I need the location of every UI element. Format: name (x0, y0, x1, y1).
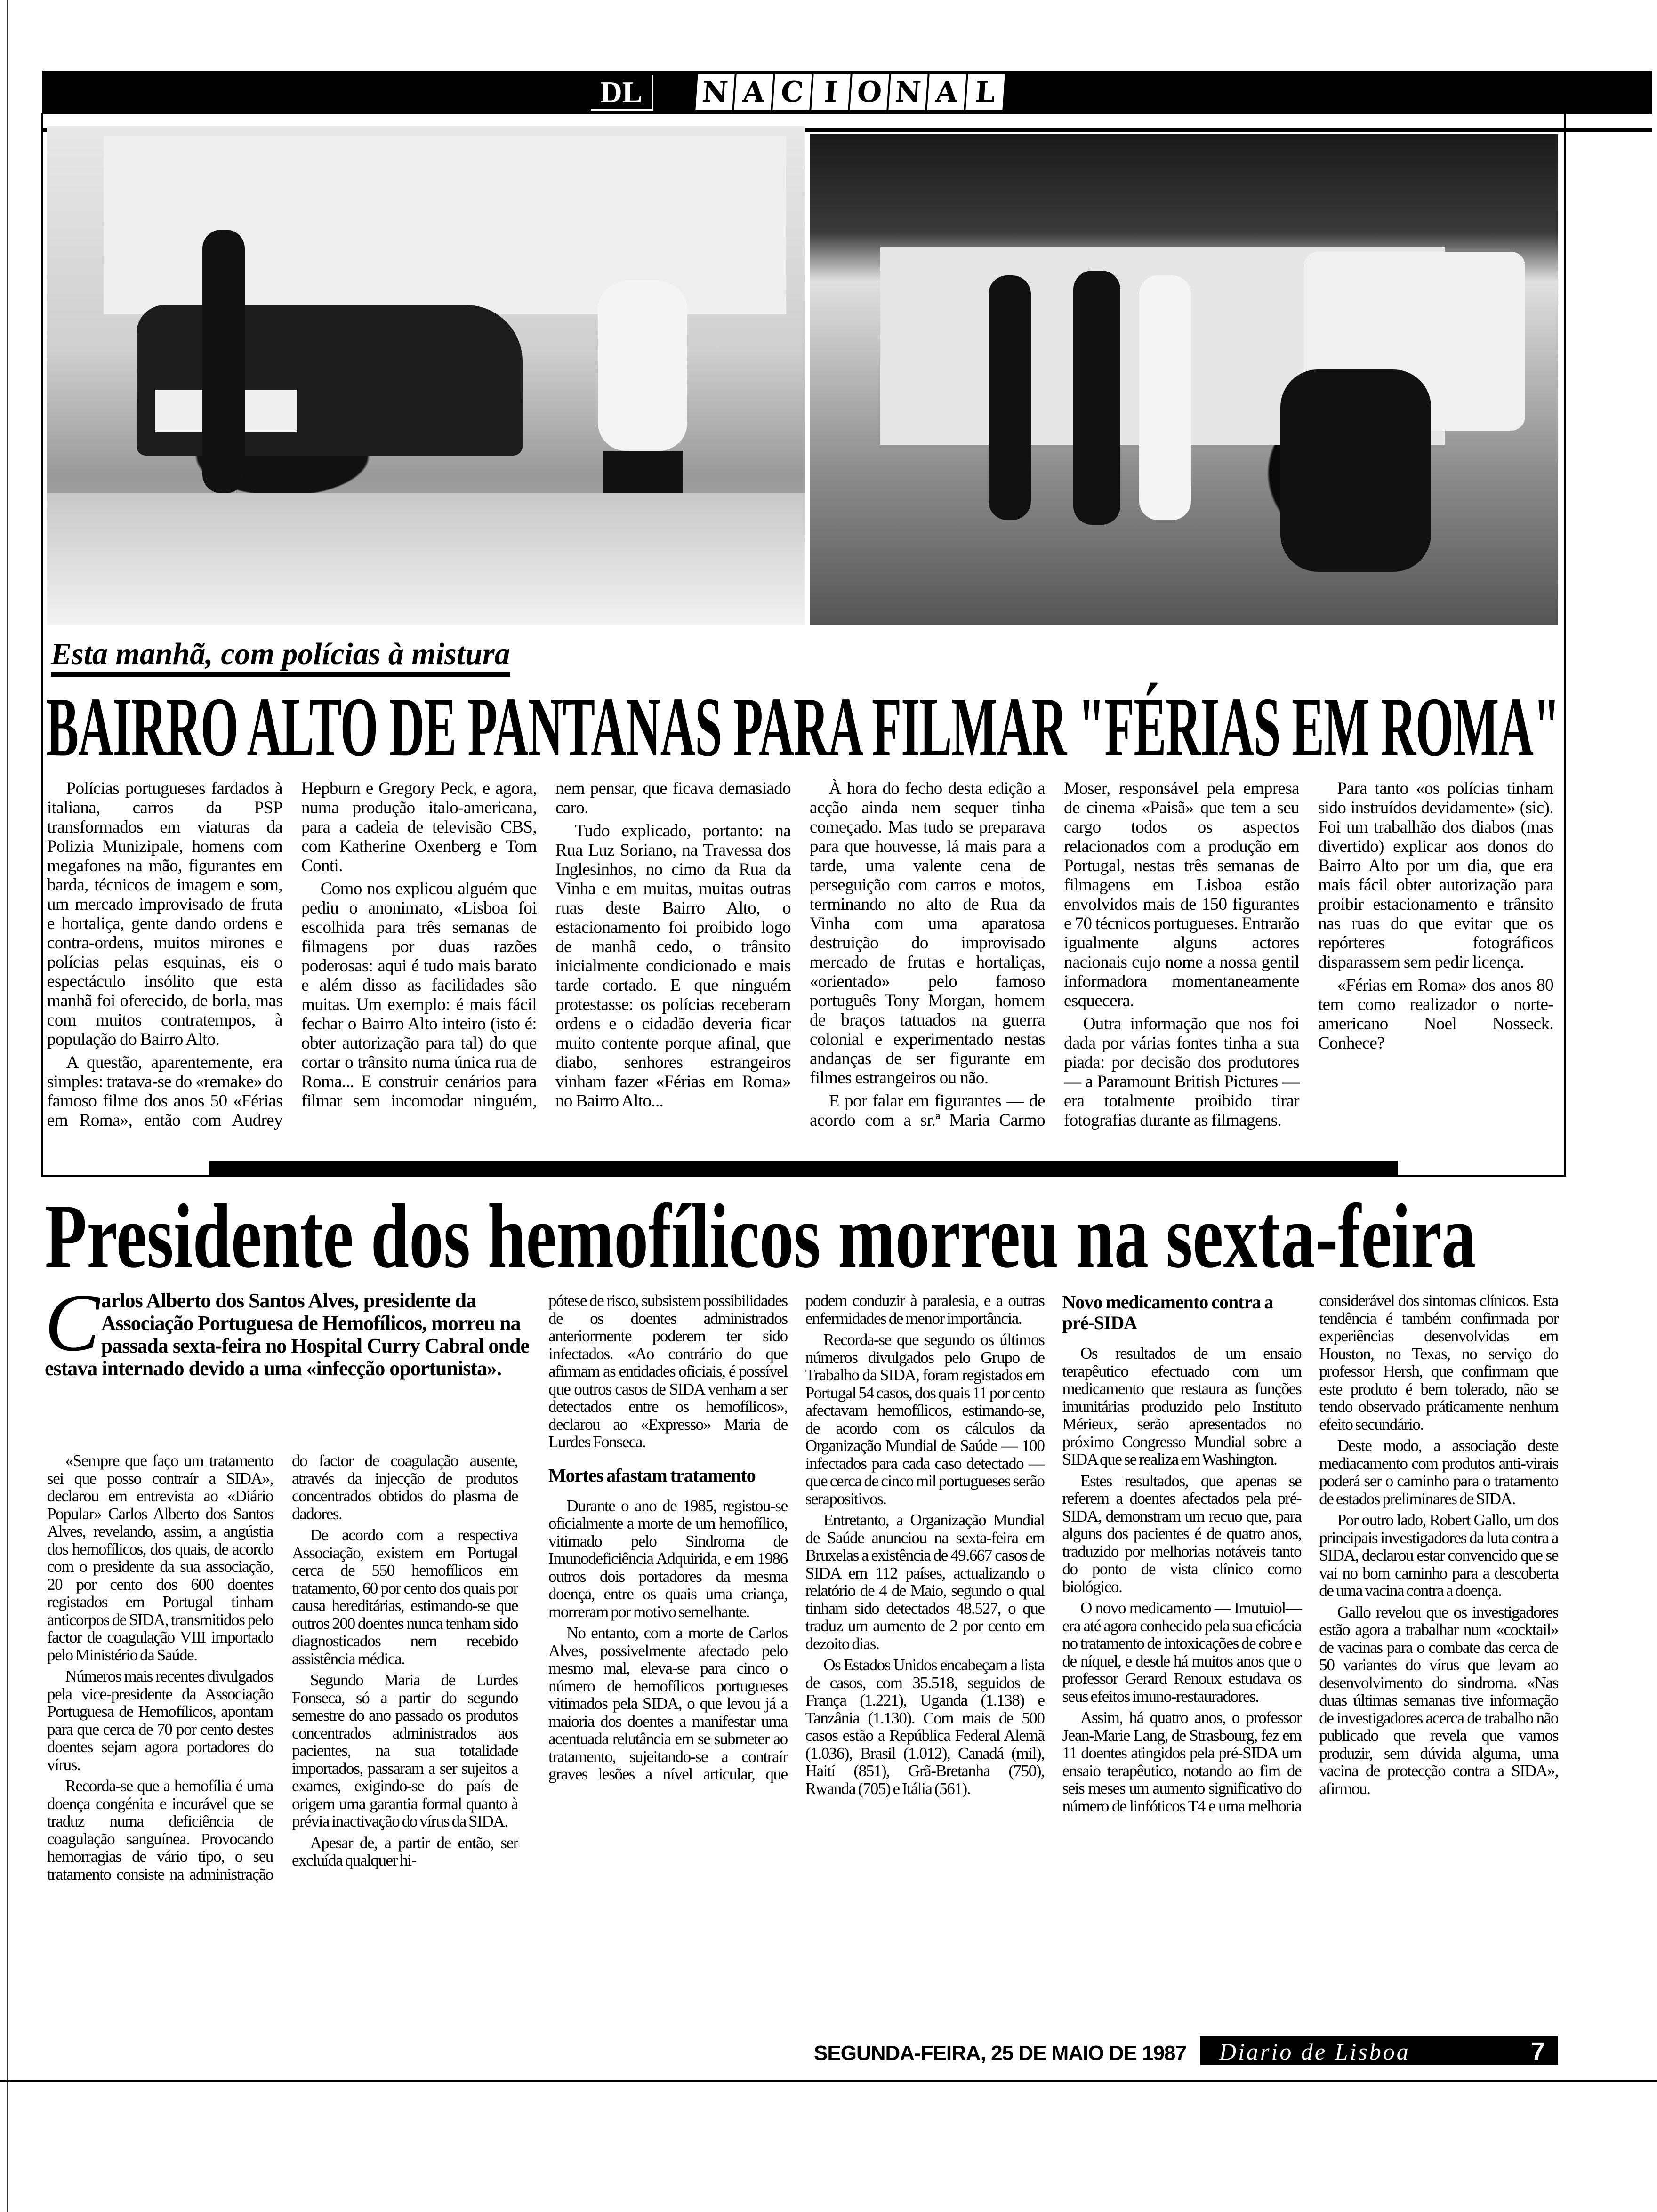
subheading: Novo medicamento contra a pré-SIDA (1062, 1291, 1273, 1333)
article-body-left-columns (47, 1452, 518, 1883)
paragraph: Os resultados de um ensaio terapêutico efectuado com um medicamento que restaura as funções imunitárias produzido pelo Instituto Mérieux, serão apresentados no próximo Congresso Mundial sobre a SIDA que se realiza em Washington. (1062, 1344, 1302, 1468)
issue-date: SEGUNDA-FEIRA, 25 DE MAIO DE 1987 (814, 2042, 1186, 2065)
section-letter-box: N (888, 74, 927, 110)
paragraph: A questão, aparentemente, era simples: tratava-se do «remake» do famoso filme dos anos 50 «Férias em Roma», então com Audrey Hepburn e Gregory Peck, e agora, numa produção italo-americana, para a cadeia de televisão CBS, com Katherine Oxenberg e Tom Conti. (47, 779, 537, 1130)
paragraph: Estes resultados, que apenas se referem a doentes afectados pela pré-SIDA, demonstram um recuo que, para alguns dos pacientes é de quatro anos, traduzido por melhorias notáveis tanto do ponto de vista clínico como biológico. (1062, 1471, 1302, 1596)
article-frame-bottom (41, 1175, 1566, 1177)
headline-text: BAIRRO ALTO DE PANTANAS PARA FILMAR "FÉRIAS EM ROMA" (46, 680, 1560, 774)
article-headline-hemofilicos (45, 1186, 1476, 1287)
article-body-right-columns (548, 1292, 1558, 1815)
section-letter-box: A (734, 74, 773, 110)
paragraph: À hora do fecho desta edição a acção ainda nem sequer tinha começado. Mas tudo se preparava para que houvesse, lá mais para a tarde, uma valente cena de perseguição com carros e motos, terminando no alto de Rua da Vinha com uma aparatosa destruição do improvisado mercado de frutas e hortaliças, «orientado» pelo famoso português Tony Morgan, homem de braços tatuados na guerra colonial e experimentado nestas andanças de ser figurante em filmes estrangeiros ou não. (810, 779, 1045, 1088)
article-frame-right (1564, 113, 1566, 1177)
paragraph: Polícias portugueses fardados à italiana, carros da PSP transformados em viaturas da Polizia Munizipale, homens com megafones na mão, figurantes em barda, técnicos de imagem e som, um mercado improvisado de fruta e hortaliça, gente dando ordens e contra-ordens, muitos mirones e polícias pelas esquinas, eis o espectáculo insólito que esta manhã foi oferecido, de borla, mas com muitos contratempos, à população do Bairro Alto. (47, 779, 282, 1049)
lede-text: arlos Alberto dos Santos Alves, presidente da Associação Portuguesa de Hemofílicos, morreu na passada sexta-feira no Hospital Curry Cabral onde estava internado devido a uma «infecção oportunista». (45, 1289, 529, 1380)
article-headline-ferias-em-roma (46, 680, 1560, 774)
section-letter-box: I (811, 74, 850, 110)
paragraph: Gallo revelou que os investigadores estão agora a trabalhar num «cocktail» de vacinas para o combate das cerca de 50 variantes do vírus que levam ao desenvolvimento do sindroma. «Nas duas últimas semanas tive informação de investigadores acerca de trabalho não publicado que revela que vamos produzir, sem dúvida alguma, uma vacina de protecção contra a SIDA», afirmou. (1319, 1603, 1558, 1798)
paragraph: E por falar em figurantes — de acordo com a sr.ª Maria Carmo Moser, responsável pela empresa de cinema «Paisã» que tem a seu cargo todos os aspectos relacionados com a produção em Portugal, nestas três semanas de filmagens em Lisboa estão envolvidos mais de 150 figurantes e 70 técnicos portugueses. Entrarão igualmente alguns actores nacionais cujo nome a nossa gentil informadora momentaneamente esquecera. (810, 779, 1300, 1130)
paragraph: Apesar de, a partir de então, ser excluída qualquer hi- (292, 1833, 518, 1869)
paragraph: Recorda-se que segundo os últimos números divulgados pelo Grupo de Trabalho da SIDA, foram registados em Portugal 54 casos, dos quais 11 por cento afectavam hemofílicos, estimando-se, de acordo com os cálculos da Organização Mundial de Saúde — 100 infectados para cada caso detectado — que cerca de cinco mil portugueses serão serapositivos. (805, 1330, 1045, 1508)
paragraph: «Sempre que faço um tratamento sei que posso contraír a SIDA», declarou em entrevista ao «Diário Popular» Carlos Alberto dos Santos Alves, revelando, assim, a angústia dos hemofílicos, dos quais, de acordo com o presidente da sua associação, 20 por cento dos 600 doentes registados em Portugal tinham anticorpos de SIDA, transmitidos pelo factor de coagulação VIII importado pelo Ministério da Saúde. (47, 1451, 273, 1664)
drop-cap: C (45, 1277, 99, 1368)
section-label-nacional (697, 74, 1004, 110)
paragraph: Durante o ano de 1985, registou-se oficialmente a morte de um hemofílico, vitimado pelo Sindroma de Imunodeficiência Adquirida, e em 1986 outros dois portadores da mesma doença, entre os quais uma criança, morreram por motivo semelhante. (548, 1496, 788, 1621)
paragraph: Números mais recentes divulgados pela vice-presidente da Associação Portuguesa de Hemofílicos, apontam para que cerca de 70 por cento destes doentes sejam agora portadores do vírus. (47, 1667, 273, 1774)
section-letter-box: A (927, 74, 966, 110)
paragraph: De acordo com a respectiva Associação, existem em Portugal cerca de 550 hemofílicos em tratamento, 60 por cento dos quais por causa hereditárias, estimando-se que outros 200 doentes nunca tenham sido diagnosticados nem recebido assistência médica. (292, 1526, 518, 1668)
paragraph: No entanto, com a morte de Carlos Alves, possivelmente afectado pelo mesmo mal, eleva-se para cinco o número de hemofílicos portugueses vitimados pela SIDA, o que levou já a maioria dos doentes a manifestar uma acentuada relutância em se submeter ao tratamento, sujeitando-se a contraír graves lesões a nível articular, que podem conduzir à paralesia, e a outras enfermidades de menor importância. (548, 1291, 1045, 1783)
paragraph: Tudo explicado, portanto: na Rua Luz Soriano, na Travessa dos Inglesinhos, no cimo da Rua da Vinha e em muitas, muitas outras ruas deste Bairro Alto, o estacionamento foi proibido logo de manhã cedo, o trânsito inicialmente condicionado e mais tarde cortado. E que ninguém protestasse: os polícias receberam ordens e o cidadão deveria ficar muito contente porque afinal, que diabo, senhores estrangeiros vinham fazer «Férias em Roma» no Bairro Alto... (555, 821, 791, 1111)
paragraph: Entretanto, a Organização Mundial de Saúde anunciou na sexta-feira em Bruxelas a existência de 49.667 casos de SIDA em 112 países, actualizando o relatório de 4 de Maio, segundo o qual tinham sido detectados 48.527, o que traduz um aumento de 2 por cento em dezoito dias. (805, 1511, 1045, 1653)
paragraph: Por outro lado, Robert Gallo, um dos principais investigadores da luta contra a SIDA, declarou estar convencido que se vai no bom caminho para a descoberta de uma vacina contra a doença. (1319, 1511, 1558, 1600)
paragraph: Deste modo, a associação deste mediacamento com produtos anti-virais poderá ser o caminho para o tratamento de estados preliminares de SIDA. (1319, 1436, 1558, 1508)
section-letter-box: L (965, 74, 1005, 110)
paragraph: Os Estados Unidos encabeçam a lista de casos, com 35.518, seguidos de França (1.221), Uganda (1.138) e Tanzânia (1.130). Com mais de 500 casos estão a República Federal Alemã (1.036), Brasil (1.012), Canadá (mil), Haití (851), Grã-Bretanha (750), Rwanda (705) e Itália (561). (805, 1656, 1045, 1798)
article-lede (45, 1277, 539, 1380)
section-letter-box: O (850, 74, 889, 110)
section-letter-box: N (695, 74, 734, 110)
paragraph: «Férias em Roma» dos anos 80 tem como realizador o norte-americano Noel Nosseck. Conhece? (1318, 976, 1553, 1053)
photo-police-car-street (47, 126, 805, 625)
photo-police-motorcycle (810, 134, 1558, 625)
paragraph: O novo medicamento — Imutuiol— era até agora conhecido pela sua eficácia no tratamento de intoxicações de cobre e de níquel, e desde há muitos anos que o professor Gerard Renoux estudava os seus efeitos imuno-restauradores. (1062, 1599, 1302, 1706)
paragraph: Como nos explicou alguém que pediu o anonimato, «Lisboa foi escolhida para três semanas de filmagens por duas razões poderosas: aqui é tudo mais barato e além disso as facilidades são muitas. Um exemplo: é mais fácil fechar o Bairro Alto inteiro (isto é: obter autorização para tal) do que cortar o trânsito numa única rua de Roma... E construir cenários para filmar sem incomodar ninguém, nem pensar, que ficava demasiado caro. (301, 779, 791, 1111)
article-frame-left (41, 113, 43, 1177)
subheading: Mortes afastam tratamento (548, 1464, 756, 1486)
paragraph: pótese de risco, subsistem possibilidades de os doentes administrados anteriormente poderem ter sido infectados. «Ao contrário do que afirmam as entidades oficiais, é possível que outros casos de SIDA venham a ser detectados entre os hemofílicos», declarou ao «Expresso» Maria de Lurdes Fonseca. (548, 1291, 788, 1451)
paragraph: Recorda-se que a hemofília é uma doença congénita e incurável que se traduz numa deficiência de coagulação sanguínea. Provocando hemorragias de vário tipo, o seu tratamento consiste na administração do factor de coagulação ausente, através da injecção de produtos concentrados obtidos do plasma de dadores. (47, 1451, 518, 1883)
paragraph: Para tanto «os polícias tinham sido instruídos devidamente» (sic). Foi um trabalhão dos diabos (mas divertido) explicar aos donos do Bairro Alto por um dia, que era mais fácil obter autorização para proibir estacionamento e trânsito nas ruas do que evitar que os repórteres fotográficos disparassem sem pedir licença. (1318, 779, 1553, 972)
article-kicker: Esta manhã, com polícias à mistura (51, 636, 510, 677)
masthead-box (1200, 2036, 1558, 2065)
paragraph: Outra informação que nos foi dada por várias fontes tinha a sua piada: por decisão dos produtores — a Paramount British Pictures — era totalmente proibido tirar fotografias durante as filmagens. (1064, 1014, 1299, 1130)
black-rule-bar (209, 1161, 1398, 1177)
page-bottom-rule (0, 2080, 1657, 2082)
paragraph: Assim, há quatro anos, o professor Jean-Marie Lang, de Strasbourg, fez em 11 doentes atingidos pela pré-SIDA um ensaio terapêutico, notando ao fim de seis meses um aumento significativo do número de linfóticos T4 e uma melhoria considerável dos sintomas clínicos. Esta tendência é também confirmada por experiências desenvolvidas em Houston, no Texas, no serviço do professor Hersh, que confirmam que este produto é bem tolerado, não se tendo observado práticamente nenhum efeito secundário. (1062, 1291, 1558, 1815)
section-letter-box: C (772, 74, 812, 110)
page-edge-line (7, 0, 8, 2212)
article-body-ferias-em-roma (47, 779, 1553, 1130)
newspaper-logo-icon: DL (591, 75, 653, 111)
masthead-logo: Diario de Lisboa (1219, 2038, 1410, 2065)
headline-text: Presidente dos hemofílicos morreu na sexta-feira (45, 1186, 1476, 1287)
paragraph: Segundo Maria de Lurdes Fonseca, só a partir do segundo semestre do ano passado os produtos concentrados administrados aos pacientes, na sua totalidade importados, passaram a ser sujeitos a exames, exigindo-se do país de origem uma garantia formal quanto à prévia inactivação do vírus da SIDA. (292, 1671, 518, 1830)
page-number: 7 (1530, 2037, 1545, 2066)
